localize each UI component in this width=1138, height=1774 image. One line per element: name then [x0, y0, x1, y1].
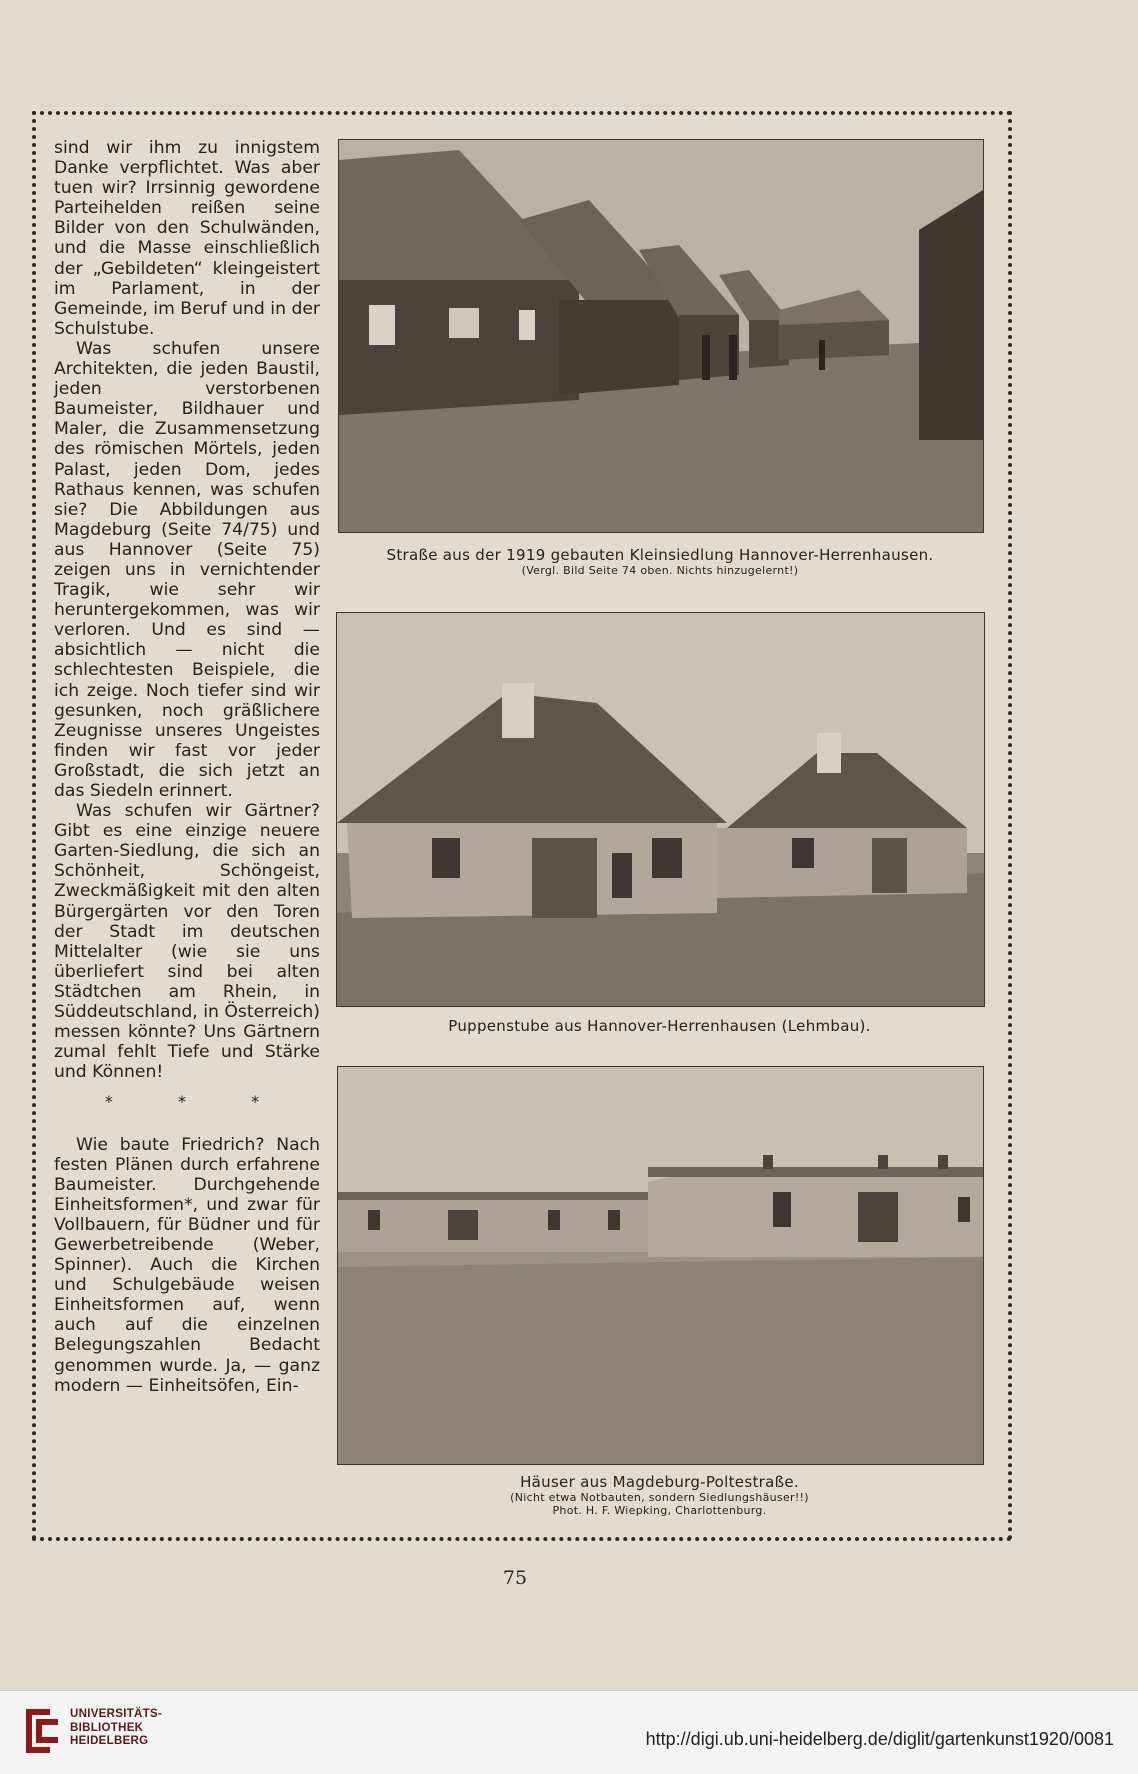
section-divider-stars: * * *: [104, 1092, 290, 1112]
paragraph-2: Was schufen unsere Architekten, die jeden Baustil, jeden verstorbenen Baumeister, Bildhauer und Maler, die Zusammensetzung des römischen Mörtels, jeden Palast, jeden Dom, jedes Rathaus kennen, was schufen sie? Die Abbildungen aus Magdeburg (Seite 74/75) und aus Hannover (Seite 75) zeigen uns in vernichtender Tragik, wie sehr wir heruntergekommen, was wir verloren. Und es sind — absichtlich — nicht die schlechtesten Beispiele, die ich zeige. Noch tiefer sind wir gesunken, noch gräßlichere Zeugnisse unseres Ungeistes finden wir fast vor jeder Großstadt, die sich jetzt an das Siedeln erinnert.: [54, 338, 320, 801]
figure-3-title: Häuser aus Magdeburg-Poltestraße.: [520, 1473, 799, 1491]
photo-hannover-street: [338, 139, 984, 533]
photo-magdeburg: [337, 1066, 984, 1465]
university-library-logo-icon: [20, 1705, 64, 1757]
logo-line-2: BIBLIOTHEK: [70, 1721, 144, 1734]
text-column: [54, 138, 320, 1396]
photo-magdeburg-image: [338, 1067, 983, 1464]
figure-1-title: Straße aus der 1919 gebauten Kleinsiedlung Hannover-Herrenhausen.: [386, 546, 934, 564]
figure-2-title: Puppenstube aus Hannover-Herrenhausen (Lehmbau).: [448, 1017, 871, 1035]
logo-line-3: HEIDELBERG: [70, 1735, 149, 1747]
figure-1-subtitle: (Vergl. Bild Seite 74 oben. Nichts hinzugelernt!): [521, 564, 799, 577]
page-number: 75: [502, 1567, 528, 1589]
figure-2-caption: [336, 1017, 983, 1035]
photo-puppenstube-image: [337, 613, 984, 1006]
photo-hannover-street-image: [339, 140, 983, 532]
permalink-url[interactable]: http://digi.ub.uni-heidelberg.de/diglit/gartenkunst1920/0081: [645, 1729, 1114, 1749]
figure-3-credit: Phot. H. F. Wiepking, Charlottenburg.: [552, 1504, 767, 1517]
paragraph-3: Was schufen wir Gärtner? Gibt es eine einzige neuere Garten-Siedlung, die sich an Schönheit, Schöngeist, Zweckmäßigkeit mit den alten Bürgergärten vor den Toren der Stadt im deutschen Mittelalter (wie sie uns überliefert sind bei alten Städtchen am Rhein, in Süddeutschland, in Österreich) messen könnte? Uns Gärtnern zumal fehlt Tiefe und Stärke und Können!: [54, 801, 320, 1083]
figure-1-caption: [338, 546, 982, 577]
paragraph-4: Wie baute Friedrich? Nach festen Plänen durch erfahrene Baumeister. Durchgehende Einheitsformen*, und zwar für Vollbauern, für Büdner und für Gewerbetreibende (Weber, Spinner). Auch die Kirchen und Schulgebäude weisen Einheitsformen auf, wenn auch auf die einzelnen Belegungszahlen Bedacht genommen wurde. Ja, — ganz modern — Einheitsöfen, Ein-: [54, 1134, 320, 1396]
figure-3-subtitle: (Nicht etwa Notbauten, sondern Siedlungshäuser!!): [510, 1491, 809, 1504]
university-library-name: [70, 1708, 162, 1749]
paragraph-1: sind wir ihm zu innigstem Danke verpflichtet. Was aber tuen wir? Irrsinnig gewordene Parteihelden reißen seine Bilder von den Schulwänden, und die Masse einschließlich der „Gebildeten“ kleingeistert im Parlament, in der Gemeinde, im Beruf und in der Schulstube.: [54, 138, 320, 339]
photo-puppenstube: [336, 612, 985, 1007]
logo-line-1: UNIVERSITÄTS-: [70, 1708, 163, 1720]
viewer-footer: [0, 1690, 1138, 1774]
figure-3-caption: [337, 1473, 982, 1517]
